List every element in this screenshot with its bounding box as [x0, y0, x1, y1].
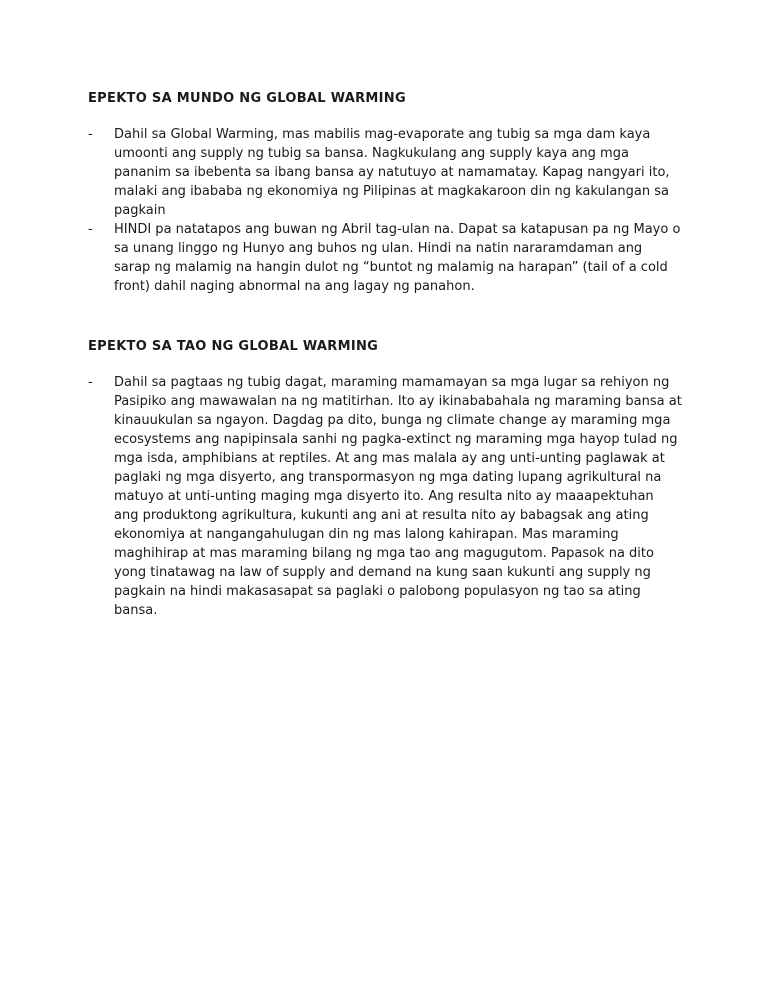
bullet-dash: -: [88, 127, 93, 142]
section-mundo: [88, 88, 682, 296]
section-heading: EPEKTO SA MUNDO NG GLOBAL WARMING: [88, 91, 406, 106]
bullet-list: [88, 125, 682, 296]
paragraph-text: HINDI pa natatapos ang buwan ng Abril tag-ulan na. Dapat sa katapusan pa ng Mayo o sa unang linggo ng Hunyo ang buhos ng ulan. Hindi na natin nararamdaman ang sarap ng malamig na hangin dulot ng “buntot ng malamig na harapan” (tail of a cold front) dahil naging abnormal na ang lagay ng panahon.: [114, 222, 681, 294]
paragraph-text: Dahil sa pagtaas ng tubig dagat, maraming mamamayan sa mga lugar sa rehiyon ng Pasipiko ang mawawalan na ng matitirhan. Ito ay ikinababahala ng maraming bansa at kinauukulan sa ngayon. Dagdag pa dito, bunga ng climate change ay maraming mga ecosystems ang napipinsala sanhi ng pagka-extinct ng maraming mga hayop tulad ng mga isda, amphibians at reptiles. At ang mas malala ay ang unti-unting paglawak at paglaki ng mga disyerto, ang transpormasyon ng mga dating lupang agrikultural na matuyo at unti-unting maging mga disyerto ito. Ang resulta nito ay maaapektuhan ang produktong agrikultura, kukunti ang ani at resulta nito ay babagsak ang ating ekonomiya at nangangahulugan din ng mas lalong kahirapan. Mas maraming maghihirap at mas maraming bilang ng mga tao ang magugutom. Papasok na dito yong tinatawag na law of supply and demand na kung saan kukunti ang supply ng pagkain na hindi makasasapat sa paglaki o palobong populasyon ng tao sa ating bansa.: [114, 375, 682, 618]
bullet-dash: -: [88, 375, 93, 390]
bullet-dash: -: [88, 222, 93, 237]
list-item: [88, 125, 682, 220]
section-heading: EPEKTO SA TAO NG GLOBAL WARMING: [88, 339, 379, 354]
list-item: [88, 373, 682, 620]
list-item: [88, 220, 682, 296]
paragraph-text: Dahil sa Global Warming, mas mabilis mag-evaporate ang tubig sa mga dam kaya umoonti ang supply ng tubig sa bansa. Nagkukulang ang supply kaya ang mga pananim sa ibebenta sa ibang bansa ay natutuyo at namamatay. Kapag nangyari ito, malaki ang ibababa ng ekonomiya ng Pilipinas at magkakaroon din ng kakulangan sa pagkain: [114, 127, 670, 218]
bullet-list: [88, 373, 682, 620]
section-tao: [88, 336, 682, 620]
